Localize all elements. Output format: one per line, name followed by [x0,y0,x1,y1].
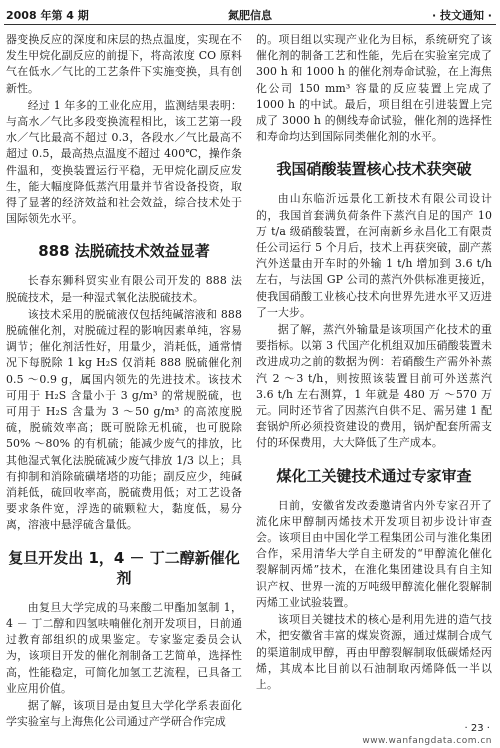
article5-paragraph-2: 该项目关键技术的核心是利用先进的造气技术，把安徽省丰富的煤炭资源，通过煤制合成气的渠道制成甲醇，再由甲醇裂解制取低碳烯烃丙烯，其成本比目前以石油制取丙烯降低一半以上。 [256,613,492,691]
article3-paragraph-2: 据了解，该项目是由复旦大学化学系表面化学实验室与上海焦化公司通过产学研合作完成 [6,698,242,729]
article3-continuation: 的。项目组以实现产业化为目标，系统研究了该催化剂的制备工艺和性能，先后在实验室完成了 300 h 和 1000 h 的催化剂寿命试验，在上海焦化公司 150 mm³ 容量的反应装置上完成了 1000 h 的中试。最后，项目组在引进装置上完成了 3000 h 的侧线寿命试验，催化剂的选择性和寿命均达到国际同类催化剂的水平。 [256,33,492,144]
header-rule [4,24,496,25]
article1-continuation: 器变换反应的深度和床层的热点温度，实现在不发生甲烷化副反应的前提下，将高浓度 CO 原料气在低水／气比的工艺条件下实施变换，具有创新性。 [6,33,242,95]
issue-label: 2008 年第 4 期 [6,9,89,22]
article4-title: 我国硝酸装置核心技术获突破 [276,160,472,179]
article2-paragraph-1: 长春东狮科贸实业有限公司开发的 888 法脱硫技术，是一种湿式氧化法脱硫技术。 [6,274,242,304]
page-header [0,0,500,28]
article2-title: 888 法脱硫技术效益显著 [38,242,210,261]
article4-paragraph-1: 由山东临沂远景化工新技术有限公司设计的，我国首套满负荷条件下蒸汽自足的国产 10 万 t/a 级硝酸装置，在河南新乡永昌化工有限责任公司运行 5 个月后，技术上再获突破，副产蒸汽外送量由开车时的外输 1 t/h 增加到 3.6 t/h 左右，与法国 GP 公司的蒸汽外供标准更接近，使我国硝酸工业核心技术向世界先进水平又迈进了一大步。 [256,192,492,319]
article3-title: 复旦开发出 1，4 － 丁二醇新催化剂 [8,548,240,587]
article5-paragraph-1: 日前，安徽省发改委邀请省内外专家召开了流化床甲醇制丙烯技术开发项目初步设计审查会。该项目由中国化学工程集团公司与淮化集团合作，采用清华大学自主研发的“甲醇流化催化裂解制丙烯”技术，在淮化集团建设具有自主知识产权、世界一流的万吨级甲醇流化催化裂解制丙烯工业试验装置。 [256,498,492,609]
watermark: www.wanfangdata.com.cn [362,736,492,746]
article1-paragraph: 经过 1 年多的工业化应用，监测结果表明：与高水／气比多段变换流程相比，该工艺第一段水／气比最高不超过 0.3，各段水／气比最高不超过 0.5，最高热点温度不超过 400℃，操作条件温和，变换装置运行平稳，无甲烷化副反应发生，能大幅度降低蒸汽用量并节省设备投资，取得了显著的经济效益和社会效益，综合技术处于国际领先水平。 [6,98,242,226]
right-column [256,32,492,730]
journal-name: 氮肥信息 [228,9,272,22]
page-number: · 23 · [464,723,490,734]
section-label: · 技文通知 · [431,9,492,22]
article4-paragraph-2: 据了解，蒸汽外输量是该项国产化技术的重要指标。以第 3 代国产化机组双加压硝酸装置未改进成功之前的数据为例：若硝酸生产需外补蒸汽 2 ～3 t/h，则按照该装置目前可外送蒸汽 3.6 t/h 左右测算，1 年就是 480 万 ～570 万元。同时还节省了因蒸汽自供不足、需另建 1 配套锅炉所必须投资建设的费用，锅炉配套所需支付的环保费用，大大降低了生产成本。 [256,323,492,450]
article5-title: 煤化工关键技术通过专家审查 [276,466,472,485]
article2-paragraph-2: 该技术采用的脱硫液仅包括纯碱溶液和 888 脱硫催化剂，对脱硫过程的影响因素单纯，容易调节；催化剂活性好，用量少，消耗低，通常情况下每脱除 1 kg H₂S 仅消耗 888 脱硫催化剂 0.5 ～0.9 g，属国内领先的先进技术。该技术可用于 H₂S 含量小于 3 g/m³ 的常规脱硫，也可用于 H₂S 含量为 3 ～50 g/m³ 的高浓度脱硫，脱硫效率高；既可脱除无机硫，也可脱除 50% ～80% 的有机硫；能减少废气的排放，比其他湿式氧化法脱硫减少废气排放 1/3 以上；具有抑制和消除硫磺堵塔的功能；副反应少，纯碱消耗低，硫回收率高，脱硫费用低；对工艺设备要求条件宽，浮选的硫颗粒大，黏度低，易分离，溶液中悬浮硫含量低。 [6,307,242,532]
left-column [6,32,242,730]
article3-paragraph-1: 由复旦大学完成的马来酸二甲酯加氢制 1，4 － 丁二醇和四氢呋喃催化剂开发项目，日前通过教育部组织的成果鉴定。专家鉴定委员会认为，该项目开发的催化剂制备工艺简单，选择性高，性能稳定，可简化加氢工艺流程，已具备工业应用价值。 [6,600,242,695]
